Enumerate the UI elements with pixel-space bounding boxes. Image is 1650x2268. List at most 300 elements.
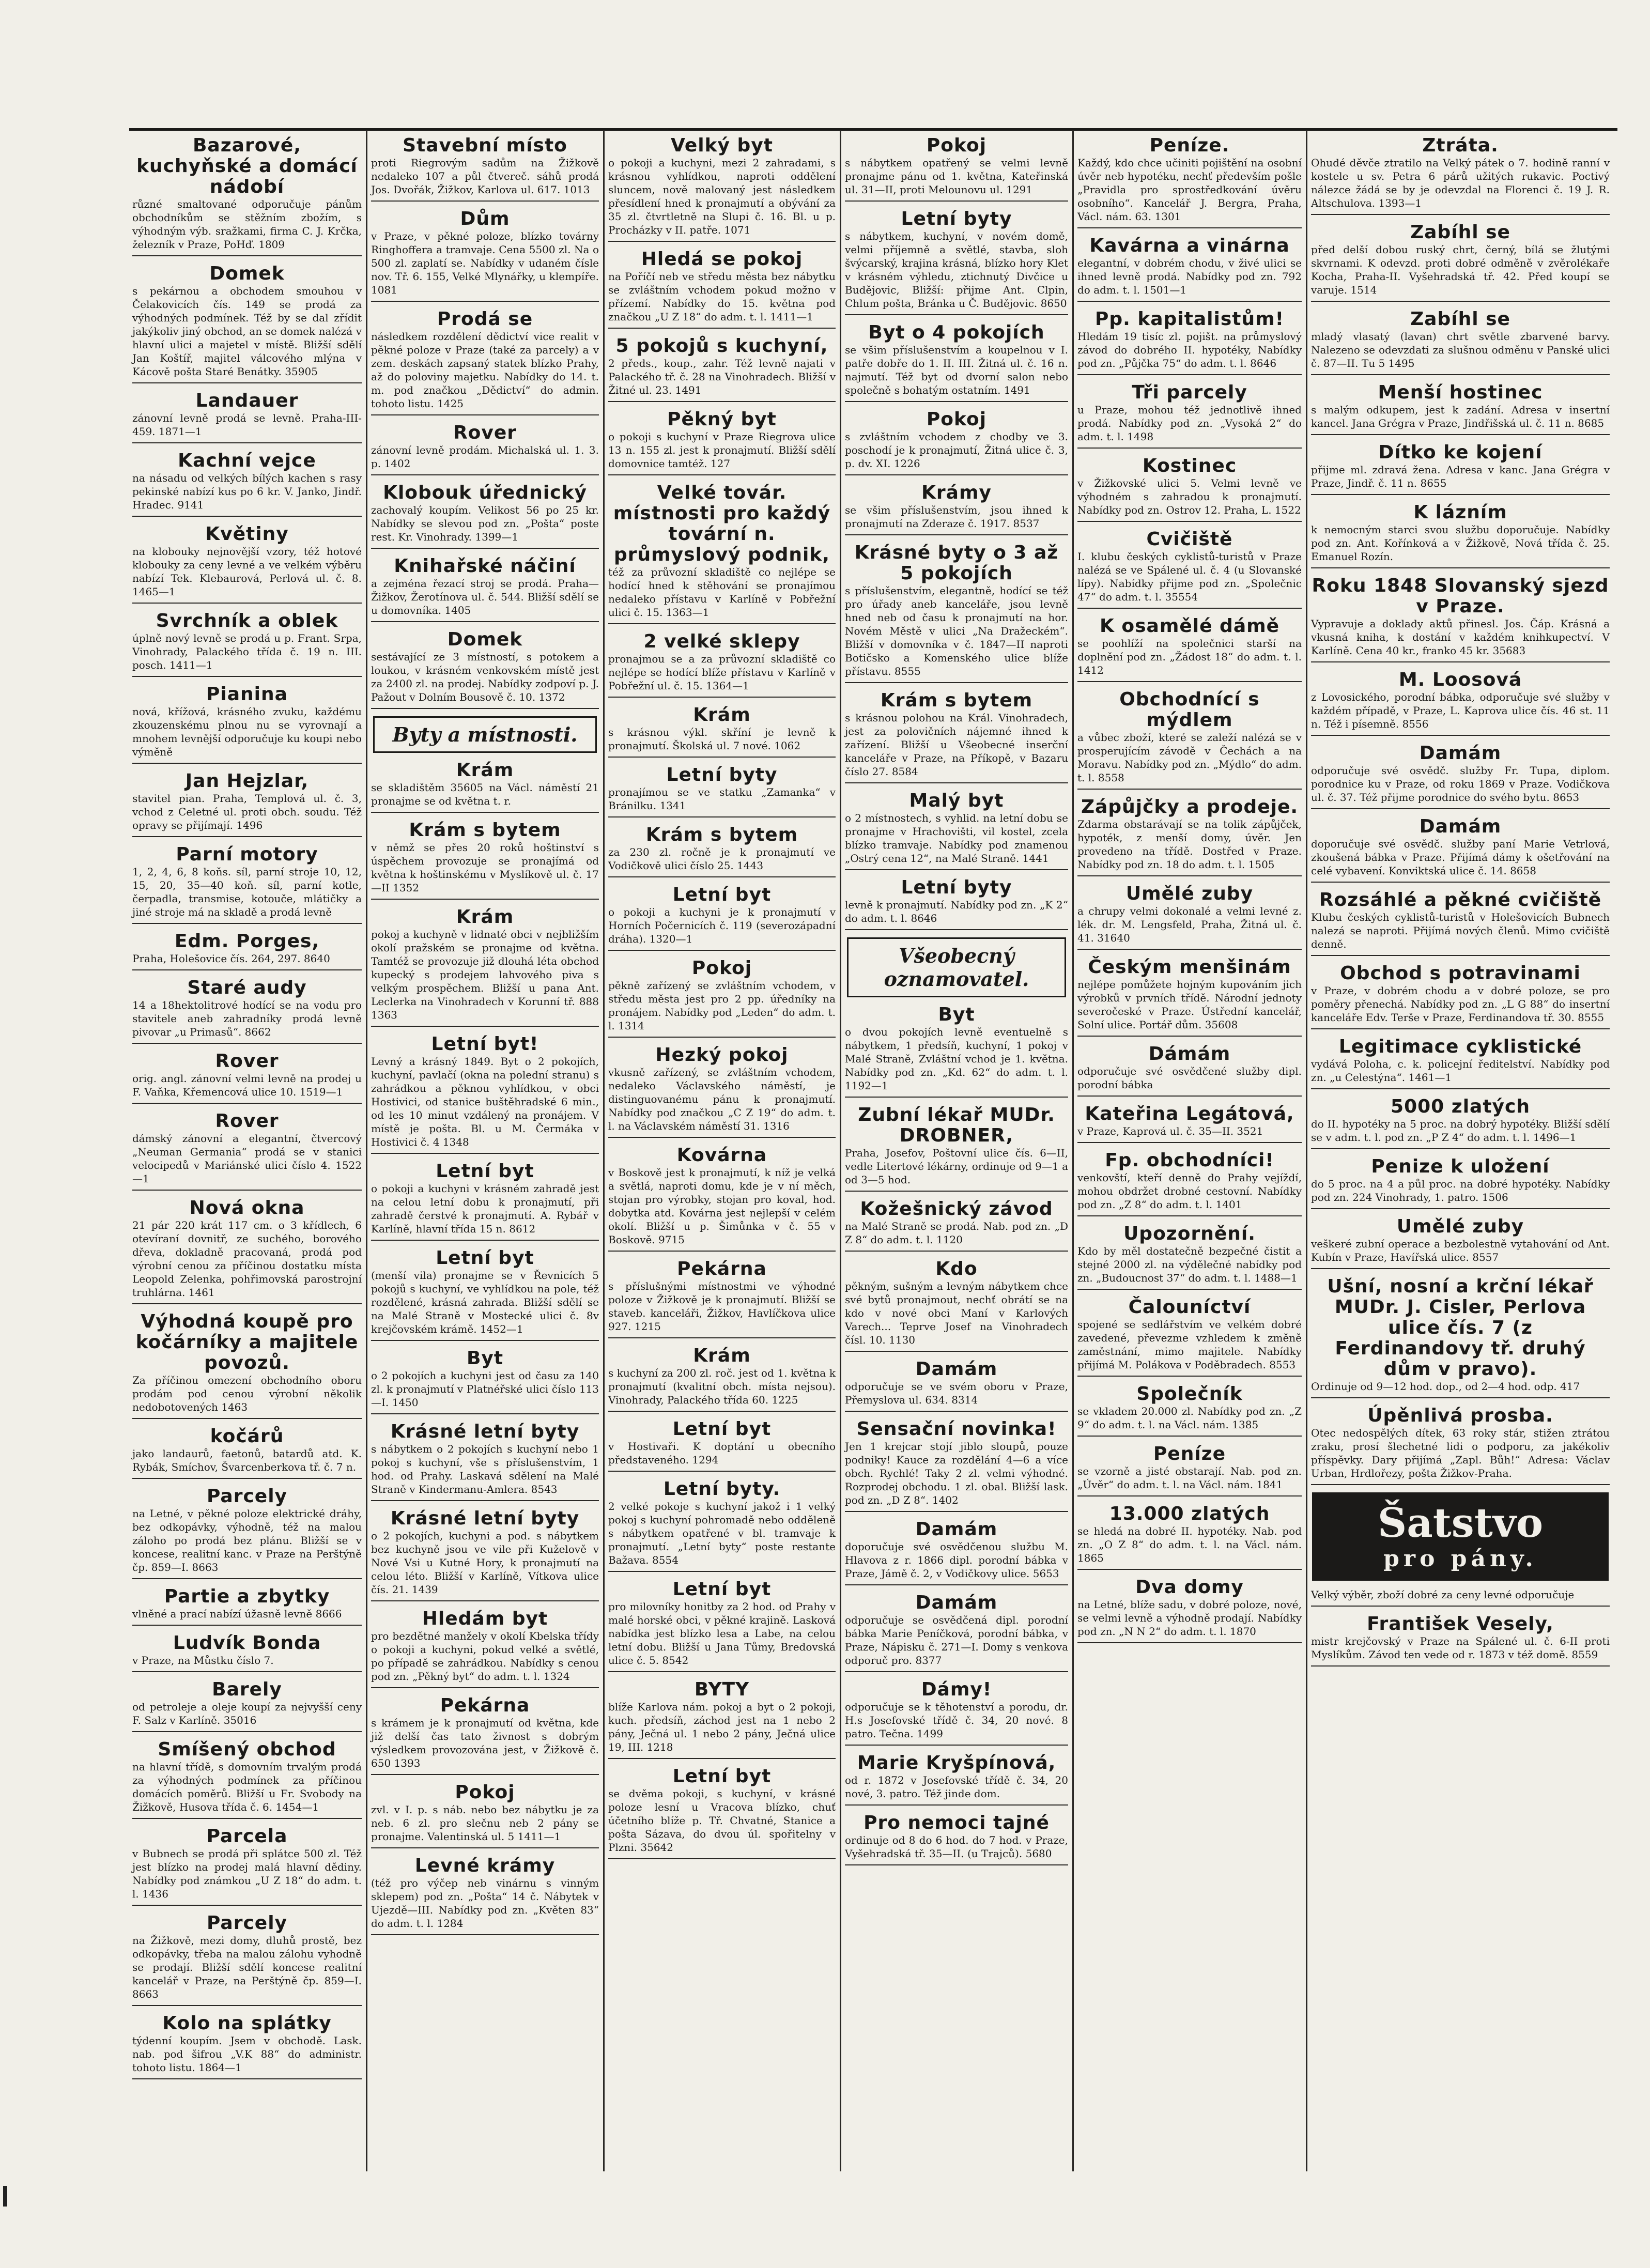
classified-ad	[845, 1199, 1068, 1252]
ad-heading: Legitimace cyklistické	[1338, 1036, 1582, 1057]
ad-text: venkovští, kteří denně do Prahy vejíždí, mohou obdržet drobné cestovní. Nabídky pod zn. „Z 8“ do adm. t. l. 1401	[1077, 1171, 1302, 1211]
ad-text: za 230 zl. ročně je k pronajmutí ve Vodičkově ulici číslo 25. 1443	[608, 846, 836, 872]
ad-heading: Pokoj	[455, 1782, 515, 1803]
ad-heading: Pp. kapitalistům!	[1094, 308, 1285, 330]
ad-text: s krámem je k pronajmutí od května, kde již delší čas tato živnost s dobrým výsledkem provozována jest, v Žižkově č. 650 1393	[371, 1717, 599, 1769]
classified-ad	[845, 1679, 1068, 1746]
classified-ad	[371, 1248, 599, 1341]
logo-subtitle: pro pány.	[1383, 1546, 1537, 1572]
ad-heading: Pokoj	[691, 958, 752, 979]
ad-text: u Praze, mohou též jednotlivě ihned prodá. Nabídky pod zn. „Vysoká 2“ do adm. t. l. 1498	[1077, 404, 1302, 443]
classified-ad	[132, 451, 362, 517]
classified-ad	[132, 1051, 362, 1104]
ad-text: s nábytkem, kuchyní, v novém domě, velmi příjemně a světlé, stavba, sloh švýcarský, krajina krásná, blízko hory Klet v krásném výhledu, ztichnutý Divčice u Budějovic, Bližší: přijme Ant. Clpin, Chlum pošta, Bránka u Č. Budějovic. 8650	[845, 230, 1068, 310]
ad-heading: Pěkný byt	[667, 409, 777, 430]
classified-ad	[132, 1633, 362, 1672]
section-title: Byty a místnosti.	[373, 716, 597, 753]
ad-heading: Domek	[447, 629, 523, 650]
ad-text: Levný a krásný 1849. Byt o 2 pokojích, kuchyní, pavlačí (okna na polední stranu) s zahrádkou a pěknou vyhlídkou, v obci Hostivici, od stanice buštěhradské 6 min., od les 10 minut vzdálený na pronájem. V místě je pošta. Bl. u M. Čermáka v Hostivici č. 4 1348	[371, 1055, 599, 1148]
classified-ad	[1077, 135, 1302, 228]
ad-heading: Hledá se pokoj	[641, 249, 803, 270]
classified-ad	[845, 791, 1068, 870]
ad-text: v Praze, v dobrém chodu a v dobré poloze, se pro poměry přenechá. Nabídky pod zn. „L G 88“ do insertní kanceláře Edv. Terše v Praze, Ferdinandova tř. 30. 8555	[1311, 984, 1610, 1024]
classified-ad	[371, 629, 599, 709]
classified-ad	[1077, 797, 1302, 876]
classified-ad	[1077, 1577, 1302, 1643]
classified-ad	[132, 391, 362, 443]
ad-text: se hledá na dobré II. hypotéky. Nab. pod zn. „O Z 8“ do adm. t. l. na Václ. nám. 1865	[1077, 1525, 1302, 1564]
ad-heading: Damám	[915, 1592, 998, 1613]
ad-heading: Letní byt	[436, 1161, 534, 1182]
classified-ad	[371, 1856, 599, 1935]
ad-text: Za příčinou omezení obchodního oboru prodám pod cenou výrobní několik nedobotovených 1463	[132, 1374, 362, 1413]
classified-ad	[132, 1826, 362, 1906]
ad-heading: Krám	[456, 760, 514, 781]
classified-ad	[608, 249, 836, 329]
ad-text: od r. 1872 v Josefovské třídě č. 34, 20 nové, 3. patro. Též jinde dom.	[845, 1774, 1068, 1800]
classified-ad	[132, 1679, 362, 1732]
classified-ad	[1311, 1406, 1610, 1485]
ad-text: Praha, Holešovice čís. 264, 297. 8640	[132, 952, 330, 965]
ad-text: na Malé Straně se prodá. Nab. pod zn. „D Z 8“ do adm. t. l. 1120	[845, 1220, 1068, 1246]
classified-ad	[371, 135, 599, 202]
ad-text: na Žižkově, mezi domy, dluhů prostě, bez odkopávky, třeba na malou zálohu vyhodně se prodají. Bližší sdělí koncese realitní kancelář v Praze, na Perštýně čp. 859—I. 8663	[132, 1934, 362, 2000]
classified-ad	[1077, 957, 1302, 1037]
ad-heading: Českým menšinám	[1088, 956, 1291, 978]
ad-heading: Damám	[1419, 743, 1502, 764]
ad-text: do 5 proc. na 4 a půl proc. na dobré hypotéky. Nabídky pod zn. 224 Vinohrady, 1. patro. 1506	[1311, 1178, 1610, 1204]
ad-heading: Staré audy	[187, 977, 307, 998]
ad-heading: Čalouníctví	[1128, 1297, 1251, 1318]
ad-heading: Krám	[693, 704, 751, 726]
classified-ad	[1077, 1297, 1302, 1377]
ad-heading: Společník	[1136, 1383, 1243, 1405]
classified-ad	[608, 1766, 836, 1859]
ad-heading: Svrchník a oblek	[156, 610, 338, 631]
ad-heading: Kachní vejce	[178, 450, 316, 471]
ad-heading: K lázním	[1413, 502, 1507, 523]
column-divider	[1072, 130, 1074, 2171]
classified-ad	[845, 877, 1068, 930]
classified-ad	[608, 1579, 836, 1672]
classified-ad	[1311, 442, 1610, 495]
classified-ad	[1311, 1037, 1610, 1089]
ad-heading: Kateřina Legátová,	[1085, 1103, 1294, 1124]
classified-ad	[132, 684, 362, 764]
ad-heading: Výhodná koupě pro kočárníky a majitele povozů.	[135, 1311, 359, 1374]
classified-ad	[608, 336, 836, 402]
classified-ad	[845, 1005, 1068, 1098]
classified-ad	[371, 1609, 599, 1688]
classified-ad	[845, 1593, 1068, 1672]
ad-text: I. klubu českých cyklistů-turistů v Praze nalézá se ve Spálené ul. č. 4 (u Slovanské lípy). Nabídky přijme pod zn. „Společnic 47“ do adm. t. l. 35554	[1077, 550, 1302, 603]
ad-text: a zejména řezací stroj se prodá. Praha—Žižkov, Žerotínova ul. č. 544. Bližší sdělí se u domovníka. 1405	[371, 577, 599, 616]
classified-ad	[608, 1346, 836, 1412]
classified-ad	[132, 1486, 362, 1579]
ad-text: s kuchyní za 200 zl. roč. jest od 1. května k pronajmutí (kvalitní obch. místa nejsou). Vinohrady, Palackého třída 60. 1225	[608, 1367, 836, 1406]
ad-text: s krásnou polohou na Král. Vinohradech, jest za polovičních nájemné ihned k zařízení. Bližší u Všeobecné inserční kanceláře v Praze, na Příkopě, v Bazaru číslo 27. 8584	[845, 712, 1068, 778]
classified-ad	[371, 483, 599, 549]
ad-text: na hlavní třídě, s domovním trvalým prodá za výhodných podmínek za příčinou domácích poměrů. Bližší u Fr. Svobody na Žižkově, Husova třída č. 6. 1454—1	[132, 1761, 362, 1813]
classified-ad	[132, 264, 362, 383]
ad-text: v Praze, na Můstku číslo 7.	[132, 1654, 274, 1667]
ad-text: na Letné, blíže sadu, v dobré poloze, nové, se velmi levně a výhodně prodají. Nabídky pod zn. „N N 2“ do adm. t. l. 1870	[1077, 1598, 1302, 1638]
ad-text: o 2 pokojích a kuchyni jest od času za 140 zl. k pronajmutí v Platnéřské ulici číslo 113—I. 1450	[371, 1369, 599, 1409]
classified-ad	[1077, 309, 1302, 375]
ad-heading: Kostinec	[1142, 455, 1237, 476]
ad-text: týdenní koupím. Jsem v obchodě. Lask. nab. pod šifrou „V.K 88“ do administr. tohoto listu. 1864—1	[132, 2034, 362, 2074]
classified-ad	[845, 1813, 1068, 1865]
ad-heading: Parcela	[206, 1826, 288, 1847]
classified-ad	[1311, 309, 1610, 375]
classified-ad	[132, 931, 362, 970]
classified-ad	[1077, 616, 1302, 682]
ad-text: veškeré zubní operace a bezbolestně vytahování od Ant. Kubín v Praze, Havířská ulice. 8557	[1311, 1238, 1610, 1263]
column-2	[368, 135, 602, 2165]
ad-heading: Peníze	[1153, 1443, 1226, 1464]
classified-ad	[608, 825, 836, 877]
ad-text: v Hostivaři. K doptání u obecního představeného. 1294	[608, 1440, 836, 1466]
ad-text: odporučuje se ve svém oboru v Praze, Přemyslova ul. 634. 8314	[845, 1380, 1068, 1406]
classified-ad	[845, 322, 1068, 402]
ad-text: odporučuje své osvědč. služby Fr. Tupa, diplom. porodnice ku v Praze, od roku 1869 v Praze. Vodičkova ul. č. 37. Též přijme porodnice do svého bytu. 8653	[1311, 764, 1610, 804]
classified-ad	[845, 543, 1068, 683]
ad-heading: Letní byt!	[431, 1033, 539, 1055]
ad-text: přijme ml. zdravá žena. Adresa v kanc. Jana Grégra v Praze, Jindř. č. 11 n. 8655	[1311, 464, 1610, 489]
column-5	[1074, 135, 1305, 2165]
ad-text: doporučuje své osvědčenou službu M. Hlavova z r. 1866 dipl. porodní bábka v Praze, Jámě č. 2, v Vodičkovy ulice. 5653	[845, 1540, 1068, 1580]
ad-text: na Poříčí neb ve středu města bez nábytku se zvláštním vchodem pokud možno v přízemí. Nabídky do 15. května pod značkou „U Z 18“ do adm. t. l. 1411—1	[608, 270, 836, 323]
ad-heading: Letní byt	[672, 1418, 772, 1440]
ad-heading: Landauer	[195, 390, 299, 411]
classified-ad	[845, 409, 1068, 475]
classified-ad	[1311, 743, 1610, 809]
ad-heading: Květiny	[205, 523, 289, 545]
ad-heading: Kdo	[935, 1258, 978, 1279]
ad-text: zachovalý koupím. Velikost 56 po 25 kr. Nabídky se slevou pod zn. „Pošta“ poste rest. Kr. Vinohrady. 1399—1	[371, 504, 599, 543]
ad-text: Otec nedospělých dítek, 63 roky stár, stižen ztrátou zraku, prosí šlechetné lidi o podporu, za jakékoliv příspěvky. Dary přijímá „Zapl. Bůh!“ Adresa: Václav Urban, Hrdlořezy, pošta Žižkov-Praha.	[1311, 1427, 1610, 1479]
ad-text: v Žižkovské ulici 5. Velmi levně ve výhodném s zahradou k pronajmutí. Nabídky pod zn. Ostrov 12. Praha, L. 1522	[1077, 477, 1302, 516]
classified-ad	[1077, 884, 1302, 950]
classified-ad	[132, 1198, 362, 1304]
classified-ad	[132, 771, 362, 837]
classified-ad	[1311, 222, 1610, 302]
ad-text: 14 a 18hektolitrové hodící se na vodu pro stavitele aneb zahradníky prodá levně pivovar „u Primasů“. 8662	[132, 999, 362, 1038]
ad-heading: Penize k uložení	[1371, 1156, 1550, 1177]
ad-heading: Umělé zuby	[1125, 883, 1254, 904]
ad-heading: Úpěnlivá prosba.	[1367, 1405, 1553, 1426]
classified-ad	[1311, 1276, 1610, 1398]
ad-heading: František Vesely,	[1367, 1613, 1554, 1634]
top-rule	[129, 128, 1617, 131]
ad-heading: Jan Hejzlar,	[185, 770, 309, 792]
ad-text: na násadu od velkých bílých kachen s rasy pekinské nabízí kus po 6 kr. V. Janko, Jindř. Hradec. 9141	[132, 472, 362, 511]
column-divider	[366, 130, 367, 2171]
ad-heading: Parcely	[206, 1912, 288, 1934]
ad-heading: Barely	[212, 1679, 282, 1700]
ad-text: též za průvozní skladiště co nejlépe se hodící hned k stěhování se pronajímou nedaleko přístavu v Karlíně v Pobřežní ulici č. 15. 1363—1	[608, 566, 836, 619]
classified-ad	[132, 524, 362, 604]
ad-text: o pokoji a kuchyni v krásném zahradě jest na celou letní dobu k pronajmutí, při zahradě čerstvé k pronajmutí. A. Rybář v Karlíně, hlavní třída 15 n. 8612	[371, 1182, 599, 1235]
ad-heading: Letní byty	[901, 208, 1012, 229]
ad-text: spojené se sedlářstvím ve velkém dobré zavedené, převezme vzhledem k změně zaměstnání, mimo majitele. Nabídky přijímá M. Polákova v Poděbradech. 8553	[1077, 1318, 1302, 1371]
ad-heading: Letní byt	[436, 1247, 534, 1269]
classified-ad	[1077, 1044, 1302, 1097]
ad-heading: Peníze.	[1149, 135, 1230, 156]
ad-heading: Krám s bytem	[645, 824, 798, 845]
ad-text: o dvou pokojích levně eventuelně s nábytkem, 1 předsíň, kuchyní, 1 pokoj v Malé Straně, Zvláštní vchod je 1. května. Nabídky pod zn. „Kd. 62“ do adm. t. l. 1192—1	[845, 1026, 1068, 1092]
ad-text: elegantní, v dobrém chodu, v živé ulici se ihned levně prodá. Nabídky pod zn. 792 do adm. t. l. 1501—1	[1077, 257, 1302, 296]
ad-text: Ohudé děvče ztratilo na Velký pátek o 7. hodině ranní v kostele u sv. Petra 6 párů užitých rukavic. Poctivý nálezce žádá se by je odevzdal na Florenci č. 19 J. R. Altschulova. 1393—1	[1311, 157, 1610, 209]
ad-heading: Velký byt	[670, 135, 774, 156]
ad-text: s pekárnou a obchodem smouhou v Čelakovicích čís. 149 se prodá za výhodných podmínek. Též by se dal zřídit jakýkoliv jiný obchod, an se domek nalézá v hlavní ulici a majetel v místě. Bližší sdělí Jan Koštíř, majitel válcového mlýna v Kácově pošta Staré Benátky. 35905	[132, 285, 362, 378]
ad-text: se vzorně a jisté obstarají. Nab. pod zn. „Úvěr“ do adm. t. l. na Václ. nám. 1841	[1077, 1465, 1302, 1491]
ad-heading: M. Loosová	[1398, 669, 1522, 690]
classified-ad	[845, 690, 1068, 783]
ad-text: před delší dobou ruský chrt, černý, bílá se žlutými skvrnami. K odevzd. proti dobré odměně v zvěrolékaře Kocha, Praha-II. Vyšehradská tř. 42. Před koupí se varuje. 1514	[1311, 243, 1610, 296]
ad-text: od petroleje a oleje koupí za nejvyšší ceny F. Salz v Karlíně. 35016	[132, 1701, 362, 1726]
ad-text: pěkným, sušným a levným nábytkem chce své bytů pronajmout, nechť obrátí se na kdo v nové obci Maní v Karlových Varech... Teprve Josef na Vinohradech čísl. 10. 1130	[845, 1280, 1068, 1346]
ad-text: 2 předs., koup., zahr. Též levně najati v Palackého tř. č. 28 na Vinohradech. Bližší v Žitné ul. 23. 1491	[608, 357, 836, 396]
classified-ad	[845, 1259, 1068, 1352]
classified-ad	[1311, 816, 1610, 883]
ad-text: Každý, kdo chce učiniti pojištění na osobní úvěr neb hypotéku, nechť především pošle „Pravidla pro sprostředkování úvěru osobního“. Kancelář J. Bergra, Praha, Václ. nám. 63. 1301	[1077, 157, 1302, 223]
ad-text: pronajmou se a za průvozní skladiště co nejlépe se hodící blíže přístavu v Karlíně v Pobřežní ul. č. 15. 1364—1	[608, 653, 836, 692]
ad-text: (menší vila) pronajme se v Řevnicích 5 pokojů s kuchyní, ve vyhlídkou na pole, též rozdělené, krásná zahrada. Bližší sdělí se na Malé Straně v Mostecké ulici č. 8v krejčovském krámě. 1452—1	[371, 1269, 599, 1335]
classified-ad	[1311, 963, 1610, 1029]
classified-ad	[371, 1161, 599, 1241]
ad-heading: Damám	[915, 1359, 998, 1380]
ad-heading: Damám	[1419, 816, 1502, 837]
classified-ad	[845, 1105, 1068, 1192]
ad-heading: Bazarové, kuchyňské a domácí nádobí	[136, 135, 358, 197]
ad-text: Zdarma obstarávají se na tolik zápůjček, hypoték, z menší domy, úvěr. Jen provedeno na třídě. Dostřed v Praze. Nabídky pod zn. 18 do adm. t. l. 1505	[1077, 818, 1302, 871]
ad-text: orig. angl. zánovní velmi levně na prodej u F. Vaňka, Křemencová ulice 10. 1519—1	[132, 1072, 362, 1098]
ad-heading: Domek	[209, 263, 285, 284]
ad-text: (též pro výčep neb vinárnu s vinným sklepem) pod zn. „Pošta“ 14 č. Nábytek v Ujezdě—III. Nabídky pod zn. „Květen 83“ do adm. t. l. 1284	[371, 1877, 599, 1930]
column-3	[605, 135, 839, 2165]
ad-text: pokoj a kuchyně v lidnaté obci v nejbližším okolí pražském se pronajme od května. Tamtéž se provozuje již dlouhá léta obchod kupecký s prodejem lahvového piva s velkým prospěchem. Bližší u pana Ant. Leclerka na Vinohradech v Korunní tř. 888 1363	[371, 928, 599, 1021]
ad-heading: 2 velké sklepy	[643, 631, 800, 652]
classified-ad	[608, 705, 836, 758]
ad-heading: Pro nemoci tajné	[863, 1812, 1050, 1833]
classified-ad	[132, 135, 362, 256]
classified-ad	[1077, 456, 1302, 522]
ad-heading: Cvičiště	[1146, 529, 1233, 550]
ad-text: k nemocným starci svou službu doporučuje. Nabídky pod zn. Ant. Kořínková a v Žižkově, Nová třída č. 25. Emanuel Rozín.	[1311, 523, 1610, 563]
ad-heading: Roku 1848 Slovanský sjezd v Praze.	[1312, 575, 1609, 617]
classified-ad	[132, 1913, 362, 2006]
ad-text: s zvláštním vchodem z chodby ve 3. poschodí je k pronajmutí, Žitná ulice č. 3, p. dv. XI. 1226	[845, 430, 1068, 470]
classified-ad	[1077, 529, 1302, 609]
classified-ad	[1311, 890, 1610, 956]
ad-heading: Pokoj	[926, 135, 987, 156]
ad-text: vydává Poloha, c. k. policejní ředitelství. Nabídky pod zn. „u Celestýna“. 1461—1	[1311, 1058, 1610, 1084]
classified-ad	[1311, 576, 1610, 662]
ad-heading: Rover	[215, 1110, 279, 1132]
classified-ad	[845, 1359, 1068, 1412]
ad-text: v němž se přes 20 roků hoštinství s úspěchem provozuje se pronajímá od května k hoštinskému v Myslíkově ul. č. 17—II 1352	[371, 841, 599, 894]
ad-heading: Fp. obchodníci!	[1105, 1150, 1274, 1171]
classified-ad	[1311, 670, 1610, 736]
classified-ad	[132, 978, 362, 1044]
ad-heading: Klobouk úřednický	[383, 482, 587, 503]
ad-heading: Kavárna a vinárna	[1089, 235, 1290, 256]
classified-ad	[132, 1312, 362, 1419]
ad-text: o 2 místnostech, s vyhlid. na letní dobu se pronajme v Hrachovišti, vil kostel, zcela blízko tramvaje. Nabídky pod znamenou „Ostrý cena 12“, na Malé Straně. 1441	[845, 812, 1068, 865]
ad-text: Jen 1 krejcar stojí jiblo sloupů, pouze podniky! Kauce za rozdělání 4—6 a více obch. Rychlé! Taky 2 zl. velmi výhodné. Rozprodej obchodu. 1 zl. obal. Bližší lask. pod zn. „D Z 8“. 1402	[845, 1440, 1068, 1506]
ad-text: nová, křížová, krásného zvuku, každému zkouzenskému plnou nu se vyrovnají a mnohem levnější odporučuje ku koupi nebo výměně	[132, 705, 362, 758]
classified-ad	[371, 1034, 599, 1154]
ad-text: o pokoji a kuchyni je k pronajmutí v Horních Počernicích č. 119 (severozápadní dráha). 1320—1	[608, 906, 836, 945]
ad-text: v Boskově jest k pronajmutí, k níž je velká a světlá, naproti domu, kde je v ní měch, stojan pro výrobky, stojan pro koval, hod. dobytka atd. Kovárna jest nejlepší v celém okolí. Bližší u p. Šimůnka v č. 55 v Boskově. 9715	[608, 1166, 836, 1246]
ad-heading: Obchodnící s mýdlem	[1119, 689, 1260, 731]
ad-text: blíže Karlova nám. pokoj a byt o 2 pokoji, kuch. předsíň, záchod jest na 1 nebo 2 pány, Ječná ul. 1 nebo 2 pány, Ječná ulice 19, III. 1218	[608, 1701, 836, 1753]
margin-mark	[3, 2186, 7, 2207]
ad-heading: kočárů	[210, 1426, 284, 1447]
classified-ad	[371, 309, 599, 415]
ad-text: vkusně zařízený, se zvláštním vchodem, nedaleko Václavského náměstí, je distinguovanému pánu k pronajmutí. Nabídky pod značkou „C Z 19“ do adm. t. l. na Václavském náměstí 31. 1316	[608, 1066, 836, 1132]
ad-text: Kdo by měl dostatečně bezpečné čistit a stejné 2000 zl. na výdělečné nabídky pod zn. „Budoucnost 37“ do adm. t. l. 1488—1	[1077, 1245, 1302, 1284]
classified-ad	[608, 1145, 836, 1252]
ad-text: nejlépe pomůžete hojným kupováním jich výrobků v prvních třídě. Národní jednoty severočeské v Praze. Ústřední kancelář, Solní ulice. Portář dům. 35608	[1077, 978, 1302, 1031]
classified-ad	[608, 1419, 836, 1472]
ad-text: a vůbec zboží, které se zaleží nalézá se v prosperujícím závodě v Čechách a na Moravu. Nabídky pod zn. „Mýdlo“ do adm. t. l. 8558	[1077, 731, 1302, 784]
classified-ad	[371, 1422, 599, 1501]
column-divider	[840, 130, 841, 2171]
ad-text: úplně nový levně se prodá u p. Frant. Srpa, Vinohrady, Palackého třída č. 19 n. III. posch. 1411—1	[132, 632, 362, 671]
classified-ad	[371, 1782, 599, 1848]
classified-ad	[608, 1479, 836, 1572]
ad-heading: Letní byty.	[663, 1478, 781, 1500]
ad-heading: Rover	[453, 422, 517, 443]
ad-heading: Levné krámy	[414, 1855, 556, 1876]
ad-text: zvl. v I. p. s náb. nebo bez nábytku je za neb. 6 zl. pro slečnu neb 2 pány se pronajme. Valentinská ul. 5 1411—1	[371, 1803, 599, 1843]
ad-text: se vkladem 20.000 zl. Nabídky pod zn. „Z 9“ do adm. t. l. na Václ. nám. 1385	[1077, 1405, 1302, 1431]
ad-text: v Bubnech se prodá při splátce 500 zl. Též jest blízko na prodej malá hlavní dědiny. Nabídky pod známkou „U Z 18“ do adm. t. l. 1436	[132, 1847, 362, 1900]
ad-text: s příslušnými místnostmi ve výhodné poloze v Žižkově je k pronajmutí. Bližší se staveb. kanceláři, Žižkov, Havlíčkova ulice 927. 1215	[608, 1280, 836, 1333]
classified-ad	[1311, 1097, 1610, 1149]
classified-ad	[608, 765, 836, 817]
ad-heading: Byt	[466, 1348, 504, 1369]
ad-text: o 2 pokojích, kuchyni a pod. s nábytkem bez kuchyně jsou ve vile při Kuželově v Nové Vsi u Kutné Hory, k pronajmutí na celou léto. Bližší v Karlíně, Vítkova ulice čís. 21. 1439	[371, 1530, 599, 1596]
classified-ad	[1077, 1384, 1302, 1437]
ad-text: 1, 2, 4, 6, 8 koňs. síl, parní stroje 10, 12, 15, 20, 35—40 koň. síl, parní kotle, čerpadla, transmise, kotouče, mlátičky a jiné stroje má na skladě a prodá levně	[132, 866, 362, 918]
ad-heading: Dům	[460, 208, 510, 229]
ad-text: stavitel pian. Praha, Templová ul. č. 3, vchod z Celetné ul. proti obch. soudu. Též opravy se přijímají. 1496	[132, 792, 362, 831]
classified-ad	[1077, 1444, 1302, 1496]
ad-heading: Pekárna	[440, 1695, 530, 1716]
ad-text: se všim příslušenstvím a koupelnou v I. patře dobře do 1. II. III. Žitná ul. č. 16 n. najmutí. Též byt od dvorní salon nebo společně s bohatým ostatním. 1491	[845, 344, 1068, 396]
classified-ad	[132, 2013, 362, 2079]
classified-ad	[1311, 135, 1610, 215]
ad-heading: Velké továr. místnosti pro každý tovární n. průmyslový podnik,	[613, 482, 831, 565]
ad-text: Praha, Josefov, Poštovní ulice čís. 6—II, vedle Litertové lékárny, ordinuje od 9—1 a od 3—5 hod.	[845, 1147, 1068, 1186]
ad-heading: Krám	[456, 906, 514, 928]
ad-text: pronajímou se ve statku „Zamanka“ v Bránilku. 1341	[608, 786, 836, 812]
classified-ad	[608, 409, 836, 475]
ad-heading: Zápůjčky a prodeje.	[1081, 796, 1299, 817]
classified-ad	[845, 1753, 1068, 1806]
ad-text: s nábytkem opatřený se velmi levně pronajme pánu od 1. května, Kateřinská ul. 31—II, proti Melounovu ul. 1291	[845, 157, 1068, 196]
classified-ad	[1077, 1224, 1302, 1290]
ad-heading: Rover	[215, 1051, 279, 1072]
ad-heading: Krásné letní byty	[390, 1508, 580, 1529]
classified-ad	[132, 1426, 362, 1479]
ad-text: se skladištěm 35605 na Václ. náměstí 21 pronajme se od května t. r.	[371, 781, 599, 807]
classified-ad	[1077, 689, 1302, 790]
ad-heading: Parcely	[206, 1486, 288, 1507]
ad-text: 2 velké pokoje s kuchyní jakož i 1 velký pokoj s kuchyní pohromadě nebo odděleně s nábytkem opatřené v bl. tramvaje k pronajmutí. „Letní byty“ poste restante Bažava. 8554	[608, 1500, 836, 1566]
ad-text: z Lovosického, porodní bábka, odporučuje své služby v každém případě, v Praze, L. Kaprova ulice čís. 46 st. 11 n. Též i písemně. 8556	[1311, 691, 1610, 730]
classified-ad	[608, 958, 836, 1038]
ad-heading: Zabíhl se	[1410, 308, 1510, 330]
ad-text: zánovní levně prodá se levně. Praha-III-459. 1871—1	[132, 412, 362, 438]
classified-ad	[132, 1111, 362, 1191]
classified-ad	[845, 209, 1068, 315]
ad-heading: 13.000 zlatých	[1109, 1503, 1270, 1524]
classified-ad	[371, 820, 599, 900]
classified-ad	[1077, 1150, 1302, 1216]
classified-ad	[1311, 1614, 1610, 1667]
ad-heading: Knihařské náčiní	[394, 556, 576, 577]
ad-text: pěkně zařízený se zvláštním vchodem, v středu města jest pro 2 pp. úředníky na pronájem. Nabídky pod „Leden“ do adm. t. l. 1314	[608, 979, 836, 1032]
ad-heading: Letní byty	[901, 877, 1012, 898]
classified-ad	[371, 760, 599, 813]
classified-ad	[371, 1348, 599, 1414]
ad-text: na klobouky nejnovější vzory, též hotové klobouky za ceny levné a ve velkém výběru nabízí Tek. Klebaurová, Perlová ul. č. 8. 1465—1	[132, 545, 362, 598]
ad-heading: Marie Kryšpínová,	[857, 1752, 1056, 1773]
ad-heading: Zabíhl se	[1410, 222, 1510, 243]
ad-heading: Ludvík Bonda	[173, 1632, 321, 1654]
classified-ad	[845, 1419, 1068, 1512]
ad-heading: 5000 zlatých	[1391, 1096, 1530, 1117]
ad-text: odporučuje se osvědčená dipl. porodní bábka Marie Peníčková, porodní bábka, v Praze, Nápisku č. 271—I. Domy s venkova odporuč pro. 8377	[845, 1614, 1068, 1667]
classified-ad	[1077, 1504, 1302, 1570]
ad-text: se dvěma pokoji, s kuchyní, v krásné poloze lesní u Vracova blízko, chuť účetního blíže p. Tř. Chvatné, Stanice a pošta Sázava, do dvou úl. spořitelny v Plzni. 35642	[608, 1787, 836, 1854]
ad-text: zánovní levně prodám. Michalská ul. 1. 3. p. 1402	[371, 444, 599, 470]
classified-ad	[1077, 236, 1302, 302]
classified-ad	[371, 423, 599, 475]
ad-text: doporučuje své osvědč. služby paní Marie Vetrlová, zkoušená bábka v Praze. Přijímá dámy k ošetřování na celé vybavení. Konviktská ulice č. 14. 8658	[1311, 838, 1610, 877]
ad-heading: Letní byty	[666, 764, 778, 785]
ad-heading: Rozsáhlé a pěkné cvičiště	[1319, 889, 1602, 911]
classified-ad	[608, 1045, 836, 1138]
ad-text: různé smaltované odporučuje pánům obchodníkům se stěžním zbožím, s výhodným výb. sražkami, firma C. J. Krčka, železník v Praze, PoHď. 1809	[132, 198, 362, 251]
ad-heading: Krásné letní byty	[390, 1421, 580, 1442]
classified-ad	[371, 556, 599, 622]
classified-ad	[845, 1519, 1068, 1585]
classified-ad	[132, 844, 362, 924]
ad-heading: Kožešnický závod	[860, 1198, 1053, 1220]
ad-text: pro bezdětné manžely v okolí Kbelska třídy o pokoji a kuchyni, pokud velké a světlé, po případě se zahrádkou. Nabídky s cenou pod zn. „Pěkný byt“ do adm. t. l. 1324	[371, 1630, 599, 1683]
classified-ad	[371, 209, 599, 302]
ad-heading: Pekárna	[677, 1258, 767, 1279]
ad-text: mistr krejčovský v Praze na Spálené ul. č. 6-II proti Myslíkům. Závod ten vede od r. 1873 v též domě. 8559	[1311, 1635, 1610, 1661]
classified-ad	[1311, 1216, 1610, 1269]
ad-heading: Dámám	[1148, 1043, 1231, 1064]
ad-heading: K osamělé dámě	[1099, 615, 1280, 637]
ad-text: v Praze, Kaprová ul. č. 35—II. 3521	[1077, 1125, 1263, 1137]
ad-heading: Umělé zuby	[1396, 1216, 1524, 1237]
ad-heading: BYTY	[694, 1679, 750, 1700]
ad-heading: Zubní lékař MUDr. DROBNER,	[858, 1104, 1055, 1146]
ad-text: sestávající ze 3 místností, s potokem a loukou, v krásném venkovském místě jest za 2400 zl. na prodej. Nabídky zodpoví p. J. Pažout v Dolním Bousově č. 10. 1372	[371, 651, 599, 703]
ad-text: odporučuje se k těhotenství a porodu, dr. H.s Josefovské třídě č. 34, 20 nové. 8 patro. Tečna. 1499	[845, 1701, 1068, 1740]
classified-ad	[608, 483, 836, 624]
logo-title: Šatstvo	[1377, 1500, 1544, 1547]
classified-ad	[1311, 502, 1610, 568]
